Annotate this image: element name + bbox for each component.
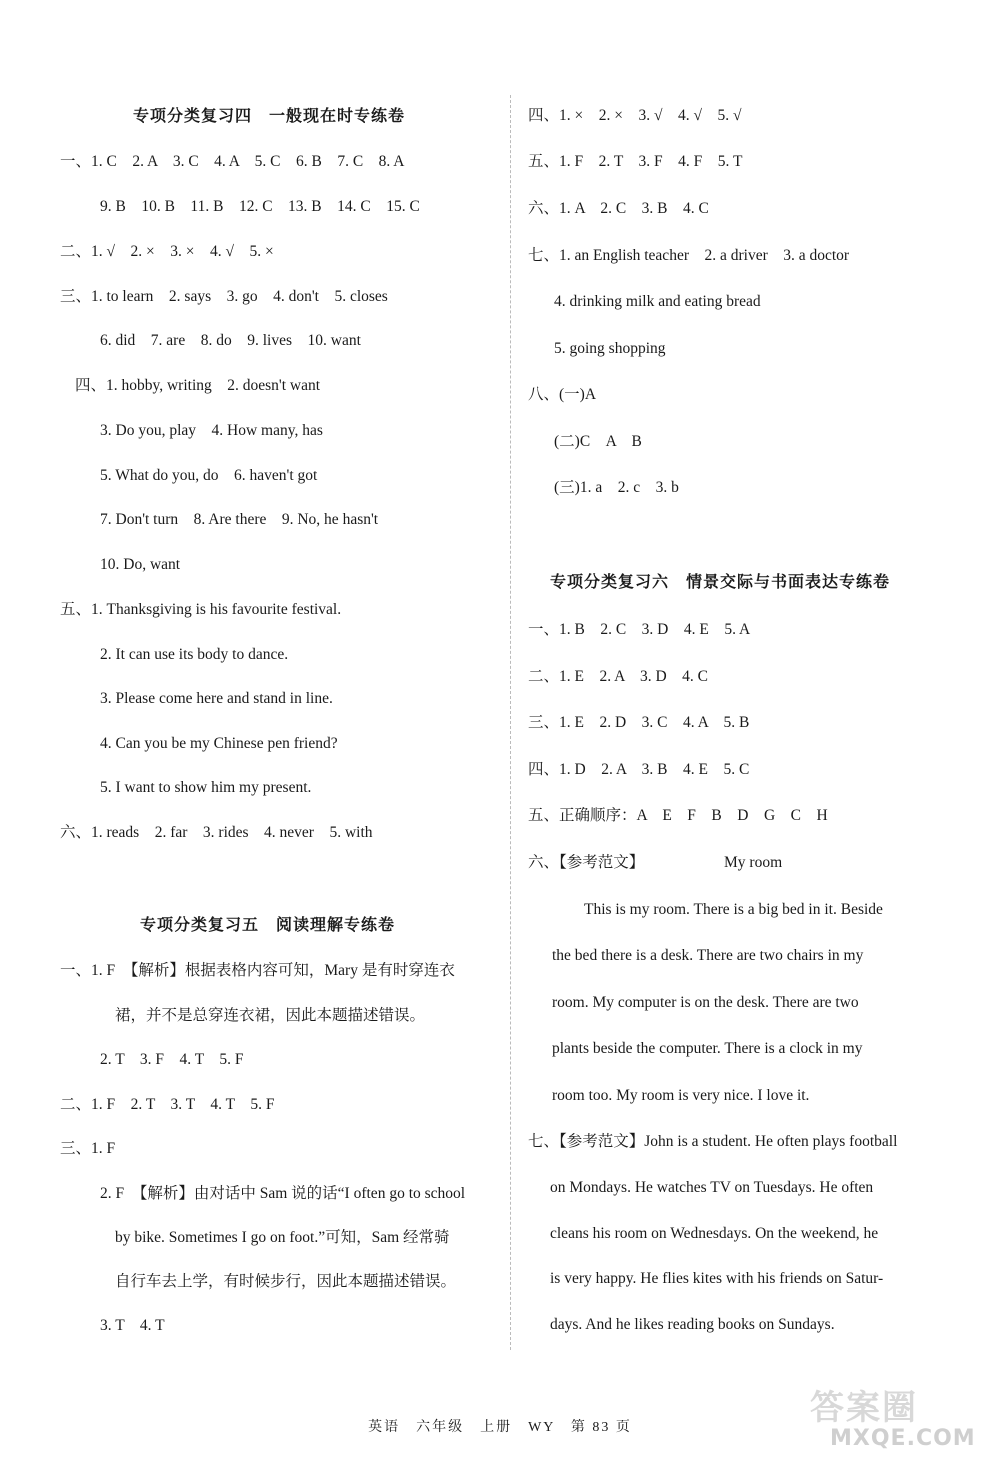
answer-line: 自行车去上学，有时候步行，因此本题描述错误。 <box>115 1273 457 1290</box>
answer-line: 三、1. E 2. D 3. C 4. A 5. B <box>528 714 750 731</box>
answer-line: 五、正确顺序：A E F B D G C H <box>528 807 828 824</box>
essay-line: on Mondays. He watches TV on Tuesdays. He often <box>550 1179 874 1196</box>
answer-line: 2. T 3. F 4. T 5. F <box>100 1051 244 1068</box>
answer-line: 一、1. B 2. C 3. D 4. E 5. A <box>528 621 751 638</box>
watermark-logo <box>800 1380 990 1455</box>
column-divider <box>510 95 511 1350</box>
answer-line: 5. going shopping <box>554 340 666 357</box>
answer-line: 二、1. E 2. A 3. D 4. C <box>528 668 708 685</box>
answer-line: 六、1. A 2. C 3. B 4. C <box>528 200 709 217</box>
page-footer: 英语 六年级 上册 WY 第 83 页 <box>368 1420 632 1435</box>
answer-line: 五、1. Thanksgiving is his favourite festival. <box>60 601 342 618</box>
essay-line: the bed there is a desk. There are two chairs in my <box>552 947 864 964</box>
answer-line: 六、1. reads 2. far 3. rides 4. never 5. with <box>60 824 373 841</box>
essay-line: days. And he likes reading books on Sundays. <box>550 1316 835 1333</box>
answer-line: (三)1. a 2. c 3. b <box>554 479 679 496</box>
answer-line: 七、1. an English teacher 2. a driver 3. a doctor <box>528 247 850 264</box>
essay-line: plants beside the computer. There is a clock in my <box>552 1040 863 1057</box>
section-title-5: 专项分类复习五 阅读理解专练卷 <box>140 915 396 934</box>
answer-line: 9. B 10. B 11. B 12. C 13. B 14. C 15. C <box>100 198 420 215</box>
answer-line: 三、1. to learn 2. says 3. go 4. don't 5. closes <box>60 288 388 305</box>
answer-line: 五、1. F 2. T 3. F 4. F 5. T <box>528 153 743 170</box>
essay-line: room. My computer is on the desk. There are two <box>552 994 859 1011</box>
essay-line: is very happy. He flies kites with his friends on Satur- <box>550 1270 884 1287</box>
answer-line: 6. did 7. are 8. do 9. lives 10. want <box>100 332 361 349</box>
answer-line: 一、1. C 2. A 3. C 4. A 5. C 6. B 7. C 8. A <box>60 153 405 170</box>
answer-line: 四、1. × 2. × 3. √ 4. √ 5. √ <box>528 107 742 124</box>
answer-line: 四、1. D 2. A 3. B 4. E 5. C <box>528 761 750 778</box>
answer-line: 10. Do, want <box>100 556 181 573</box>
section-title-4: 专项分类复习四 一般现在时专练卷 <box>133 106 406 125</box>
answer-line: 一、1. F 【解析】根据表格内容可知，Mary 是有时穿连衣 <box>60 962 455 979</box>
answer-line: 5. What do you, do 6. haven't got <box>100 467 318 484</box>
essay-line: This is my room. There is a big bed in it. Beside <box>584 901 883 918</box>
answer-line: 裙，并不是总穿连衣裙，因此本题描述错误。 <box>115 1007 426 1024</box>
answer-line: 三、1. F <box>60 1140 116 1157</box>
answer-line: 4. drinking milk and eating bread <box>554 293 761 310</box>
answer-line: 二、1. F 2. T 3. T 4. T 5. F <box>60 1096 275 1113</box>
answer-line: 5. I want to show him my present. <box>100 779 312 796</box>
answer-line: 3. Do you, play 4. How many, has <box>100 422 323 439</box>
answer-line: 3. Please come here and stand in line. <box>100 690 333 707</box>
answer-line: 7. Don't turn 8. Are there 9. No, he hasn't <box>100 511 379 528</box>
essay-line: 七、【参考范文】John is a student. He often plays football <box>528 1133 898 1150</box>
answer-line: by bike. Sometimes I go on foot.”可知，Sam 经常骑 <box>115 1229 450 1246</box>
answer-line: 2. F 【解析】由对话中 Sam 说的话“I often go to school <box>100 1185 466 1202</box>
watermark-text: 答案圈 <box>810 1388 918 1428</box>
answer-line: 二、1. √ 2. × 3. × 4. √ 5. × <box>60 243 274 260</box>
essay-title: My room <box>724 854 783 871</box>
answer-line: 4. Can you be my Chinese pen friend? <box>100 735 338 752</box>
section-title-6: 专项分类复习六 情景交际与书面表达专练卷 <box>550 572 891 591</box>
answer-line: (二)C A B <box>554 433 642 450</box>
question-label: 六、【参考范文】 <box>528 854 645 871</box>
answer-line: 四、1. hobby, writing 2. doesn't want <box>75 377 321 394</box>
answer-line: 2. It can use its body to dance. <box>100 646 289 663</box>
answer-line: 八、(一)A <box>528 386 597 403</box>
essay-line: cleans his room on Wednesdays. On the weekend, he <box>550 1225 879 1242</box>
essay-line: room too. My room is very nice. I love it. <box>552 1087 810 1104</box>
watermark-url: MXQE.COM <box>830 1426 976 1451</box>
answer-line: 3. T 4. T <box>100 1317 165 1334</box>
